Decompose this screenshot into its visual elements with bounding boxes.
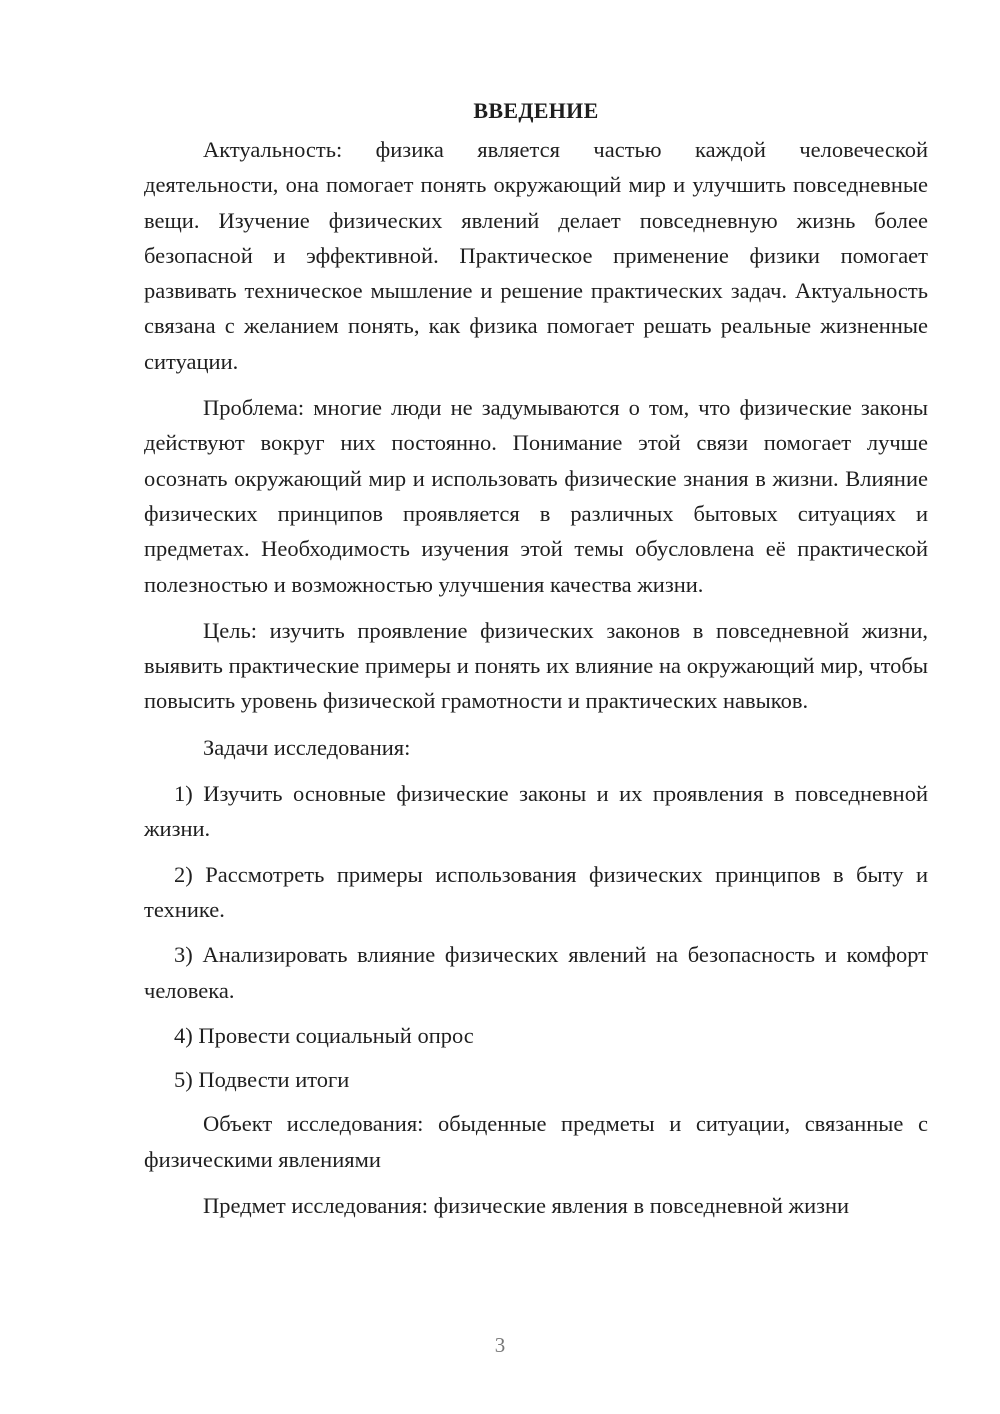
tasks-list xyxy=(144,776,928,1097)
list-item: 5) Подвести итоги xyxy=(174,1067,350,1093)
list-item: 3) Анализировать влияние физических явлений на безопасность и комфорт человека. xyxy=(144,942,928,1003)
paragraph-tasks-heading: Задачи исследования: xyxy=(203,734,411,760)
paragraph-relevance: Актуальность: физика является частью каждой человеческой деятельности, она помогает понять окружающий мир и улучшить повседневные вещи. Изучение физических явлений делает повседневную жизнь более безопасной и эффективной. Практическое применение физики помогает развивать техническое мышление и решение практических задач. Актуальность связана с желанием понять, как физика помогает решать реальные жизненные ситуации. xyxy=(144,137,928,374)
list-item: 2) Рассмотреть примеры использования физических принципов в быту и технике. xyxy=(144,861,928,922)
paragraph-object: Объект исследования: обыденные предметы и ситуации, связанные с физическими явлениями xyxy=(144,1111,928,1172)
list-item: 1) Изучить основные физические законы и их проявления в повседневной жизни. xyxy=(144,781,928,842)
paragraph-problem: Проблема: многие люди не задумываются о том, что физические законы действуют вокруг них постоянно. Понимание этой связи помогает лучше осознать окружающий мир и использовать физические знания в жизни. Влияние физических принципов проявляется в различных бытовых ситуациях и предметах. Необходимость изучения этой темы обусловлена её практической полезностью и возможностью улучшения качества жизни. xyxy=(144,395,928,597)
document-page xyxy=(144,96,928,1234)
page-number: 3 xyxy=(494,1333,506,1357)
page-title: ВВЕДЕНИЕ xyxy=(473,98,599,123)
paragraph-goal: Цель: изучить проявление физических законов в повседневной жизни, выявить практические примеры и понять их влияние на окружающий мир, чтобы повысить уровень физической грамотности и практических навыков. xyxy=(144,617,928,714)
paragraph-subject: Предмет исследования: физические явления в повседневной жизни xyxy=(203,1193,850,1219)
list-item: 4) Провести социальный опрос xyxy=(174,1022,474,1048)
